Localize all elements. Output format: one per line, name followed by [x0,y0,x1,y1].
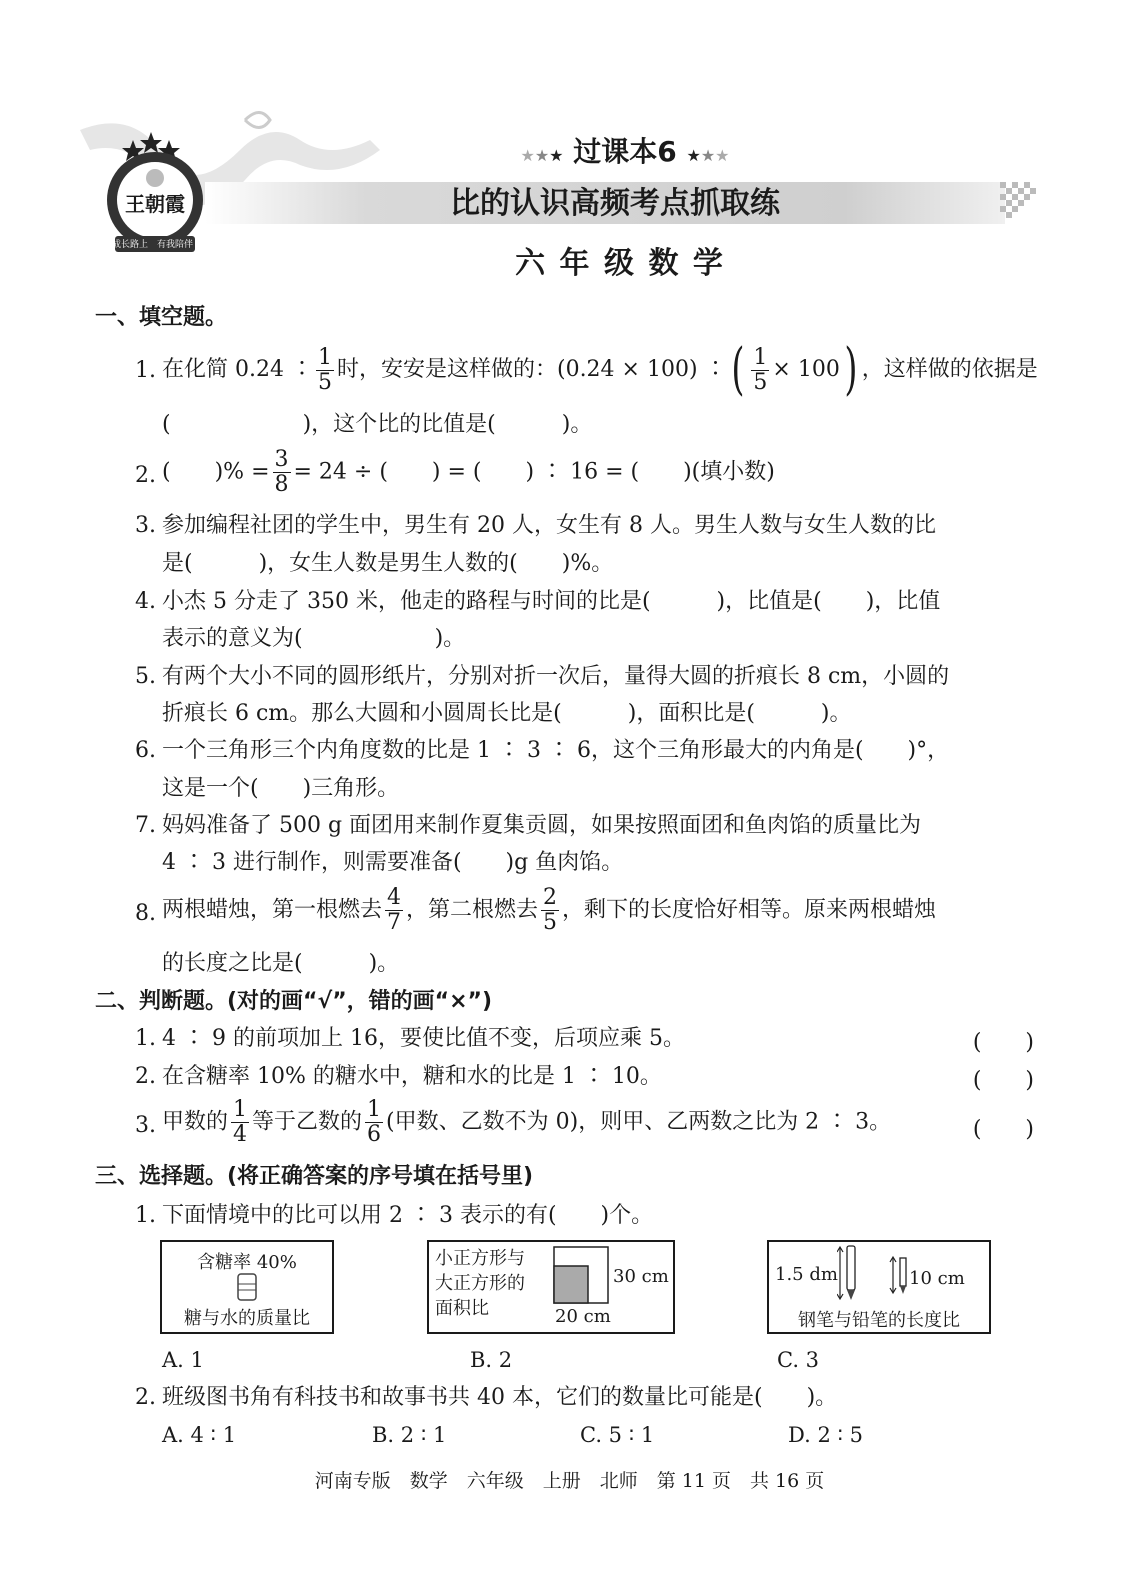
figure-c-bottom-text: 钢笔与铅笔的长度比 [798,1310,960,1331]
section-heading: 一、填空题。 [95,305,228,330]
fraction-numerator: 1 [367,1097,382,1122]
fraction-numerator: 3 [274,447,289,472]
fraction [231,1098,249,1147]
question-6-line-1: 一个三角形三个内角度数的比是 1 ∶ 3 ∶ 6，这个三角形最大的内角是( )°， [162,738,950,763]
section-heading: 二、判断题。(对的画“√”，错的画“×”) [95,989,493,1014]
question-text: ，剩下的长度恰好相等。原来两根蜡烛 [562,897,937,923]
question-text: 在化简 0.24 ∶ [162,357,313,382]
figure-box-a [160,1240,334,1334]
figure-a-top-text: 含糖率 40% [197,1252,297,1273]
question-2-line [162,448,775,497]
question-number: 7. [135,813,156,838]
logo-slogan-right: 有我陪伴 [157,240,194,250]
cup-icon [234,1272,260,1302]
fraction [316,346,334,395]
question-text: 甲数的 [162,1109,229,1135]
option-c[interactable]: C. 5 ∶ 1 [580,1423,655,1447]
question-text: 等于乙数的 [252,1109,363,1135]
question-number: 8. [135,901,156,926]
fraction-denominator: 6 [367,1122,382,1147]
question-4-line-1: 小杰 5 分走了 350 米，他走的路程与时间的比是( )，比值是( )，比值 [162,589,941,614]
figure-c-pencil-length: 10 cm [909,1268,965,1289]
question-text: (甲数、乙数不为 0)，则甲、乙两数之比为 2 ∶ 3。 [386,1109,892,1135]
fraction-numerator: 2 [543,885,558,910]
section-heading: 三、选择题。(将正确答案的序号填在括号里) [95,1164,534,1189]
figure-box-c [767,1240,991,1334]
fraction-denominator: 5 [317,369,332,395]
question-5-line-1: 有两个大小不同的圆形纸片，分别对折一次后，量得大圆的折痕长 8 cm，小圆的 [162,664,950,689]
fraction-denominator: 7 [387,910,402,935]
option-b[interactable]: B. 2 [470,1348,513,1372]
star-icon: ★ [534,146,550,165]
question-1-line-1 [162,337,1038,402]
judge-question-1: 4 ∶ 9 的前项加上 16，要使比值不变，后项应乘 5。 [162,1026,685,1051]
answer-bracket[interactable]: ( ) [972,1117,1034,1142]
logo-slogan-left: 成长路上 [112,240,149,250]
question-1-line-2: ( )，这个比的比值是( )。 [162,412,593,437]
star-icon: ★ [549,146,564,165]
brand-logo [100,130,210,255]
question-8-line-1 [162,886,936,935]
option-a[interactable]: A. 4 ∶ 1 [162,1423,237,1447]
question-7-line-2: 4 ∶ 3 进行制作，则需要准备( )g 鱼肉馅。 [162,850,624,875]
left-paren-icon: ( [730,337,745,402]
page-subtitle: 六 年 级 数 学 [515,246,725,281]
question-3-line-2: 是( )，女生人数是男生人数的( )%。 [162,551,614,576]
question-number: 2. [135,1064,156,1089]
fraction [541,886,559,935]
star-icon: ★ [700,146,716,165]
question-number: 2. [135,1385,156,1410]
option-d[interactable]: D. 2 ∶ 5 [788,1423,863,1447]
question-text: ，这样做的依据是 [861,357,1038,382]
question-number: 2. [135,463,156,488]
fraction-numerator: 1 [753,344,768,370]
fraction-numerator: 4 [387,885,402,910]
question-number: 6. [135,738,156,763]
figure-b-bottom-length: 20 cm [555,1306,611,1327]
page-footer: 河南专版 数学 六年级 上册 北师 第 11 页 共 16 页 [314,1470,825,1492]
series-text: 过课本6 [573,135,677,168]
figure-box-b [427,1240,675,1334]
answer-bracket[interactable]: ( ) [972,1030,1034,1055]
question-text: 时，安安是这样做的：(0.24 × 100) ∶ [336,357,727,382]
question-7-line-1: 妈妈准备了 500 g 面团用来制作夏集贡圆，如果按照面团和鱼肉馅的质量比为 [162,813,922,838]
question-number: 1. [135,358,156,383]
option-b[interactable]: B. 2 ∶ 1 [372,1423,447,1447]
choice-question-1: 下面情境中的比可以用 2 ∶ 3 表示的有( )个。 [162,1203,654,1228]
option-c[interactable]: C. 3 [777,1348,820,1372]
fraction [365,1098,383,1147]
question-number: 3. [135,1113,156,1138]
option-a[interactable]: A. 1 [162,1348,204,1372]
question-4-line-2: 表示的意义为( )。 [162,626,466,651]
figure-c-pen-length: 1.5 dm [775,1264,838,1285]
question-text: = 24 ÷ ( ) = ( ) ∶ 16 = ( )(填小数) [293,459,775,485]
figure-b-side-length: 30 cm [613,1266,669,1287]
choice-question-2: 班级图书角有科技书和故事书共 40 本，它们的数量比可能是( )。 [162,1385,838,1410]
question-text: 两根蜡烛，第一根燃去 [162,897,383,923]
question-text: ，第二根燃去 [406,897,539,923]
fraction-denominator: 8 [274,472,289,497]
figure-a-bottom-text: 糖与水的质量比 [184,1308,310,1329]
question-5-line-2: 折痕长 6 cm。那么大圆和小圆周长比是( )，面积比是( )。 [162,701,852,726]
squares-diagram [553,1246,609,1306]
answer-bracket[interactable]: ( ) [972,1068,1034,1093]
question-number: 4. [135,589,156,614]
star-icon: ★ [686,146,701,165]
page-title: 比的认识高频考点抓取练 [450,186,780,221]
fraction-numerator: 1 [317,344,332,370]
fraction-denominator: 4 [233,1122,248,1147]
question-8-line-2: 的长度之比是( )。 [162,951,400,976]
fraction-numerator: 1 [233,1097,248,1122]
judge-question-3 [162,1098,891,1147]
question-number: 1. [135,1203,156,1228]
question-text: ( )% = [162,459,270,485]
fraction-denominator: 5 [753,369,768,395]
question-number: 5. [135,664,156,689]
fraction [385,886,403,935]
star-icon: ★ [715,146,730,165]
right-paren-icon: ) [844,337,858,402]
question-number: 1. [135,1026,156,1051]
fraction-denominator: 5 [543,910,558,935]
figure-b-label: 小正方形与 大正方形的 面积比 [435,1248,525,1319]
question-3-line-1: 参加编程社团的学生中，男生有 20 人，女生有 8 人。男生人数与女生人数的比 [162,513,936,538]
question-number: 3. [135,513,156,538]
question-text: × 100 [772,357,840,382]
logo-name: 王朝霞 [125,192,185,216]
judge-question-2: 在含糖率 10% 的糖水中，糖和水的比是 1 ∶ 10。 [162,1064,662,1089]
series-label [500,130,750,170]
question-6-line-2: 这是一个( )三角形。 [162,776,400,801]
fraction [751,346,769,395]
fraction [273,448,291,497]
star-icon: ★ [520,146,535,165]
